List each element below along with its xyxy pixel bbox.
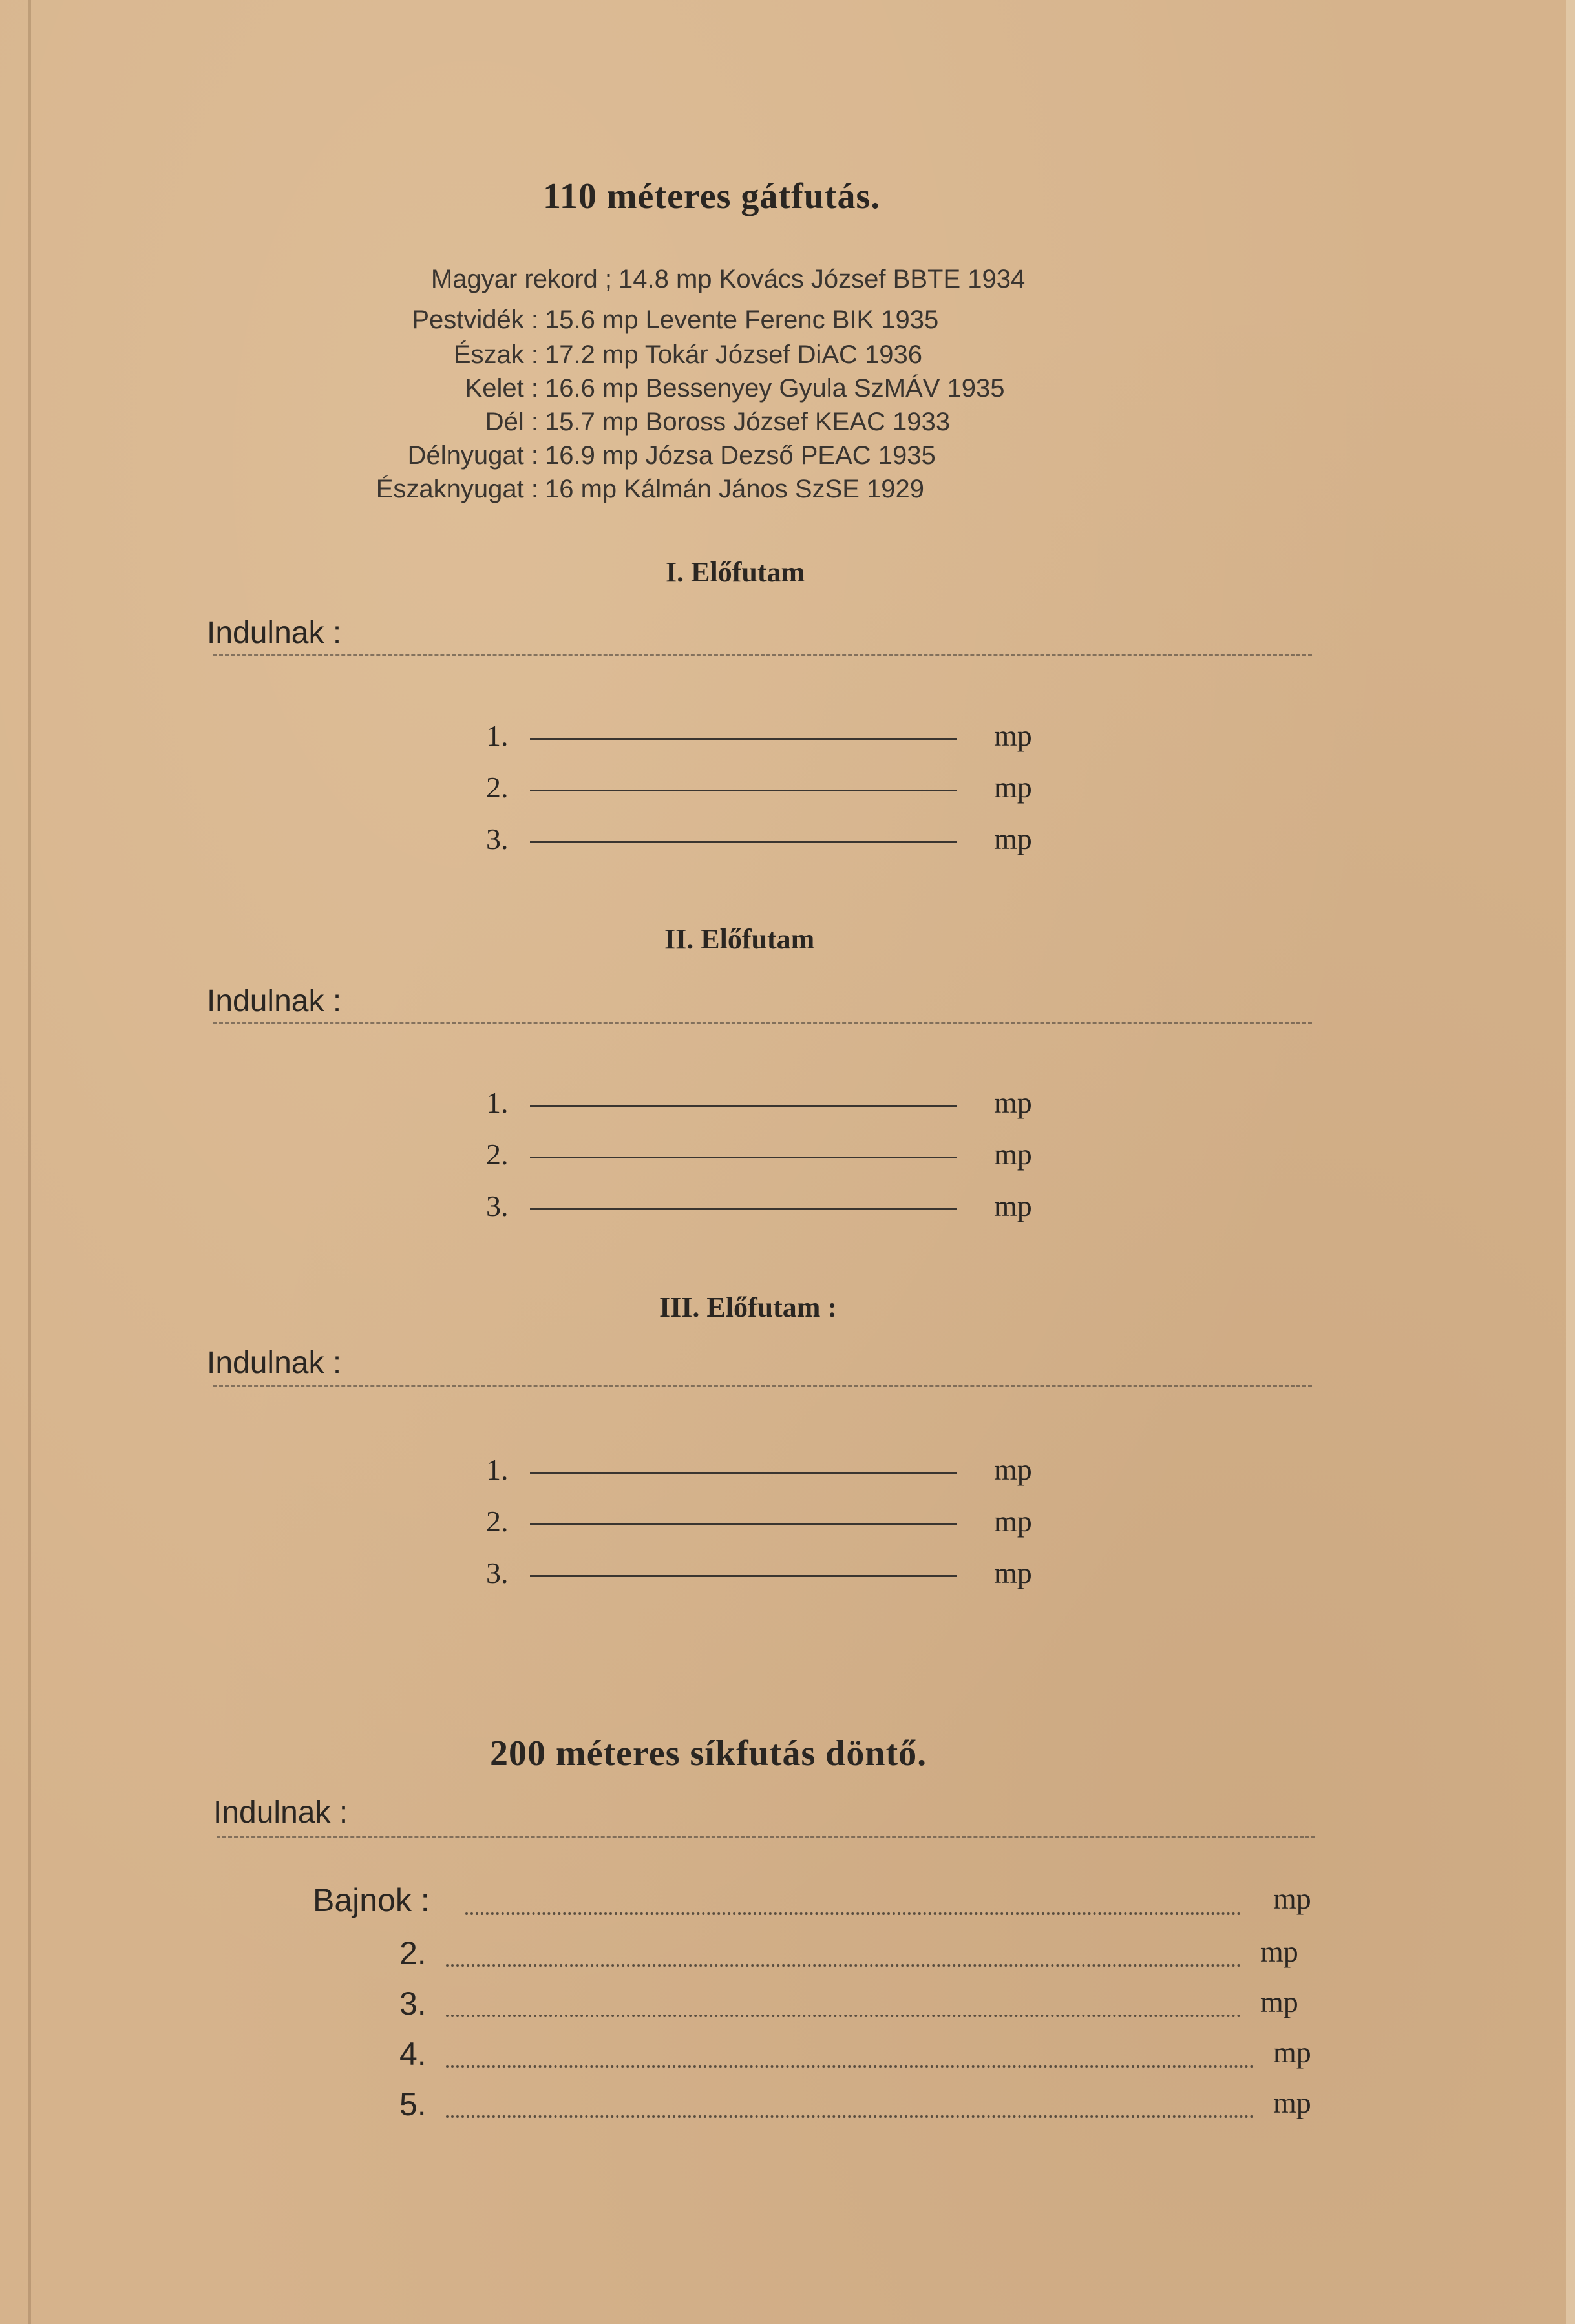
place-unit: mp bbox=[994, 1453, 1032, 1486]
place-unit: mp bbox=[994, 822, 1032, 855]
place-unit: mp bbox=[994, 719, 1032, 752]
record-label: Északnyugat : bbox=[375, 475, 538, 503]
place-unit: mp bbox=[994, 1556, 1032, 1589]
record-value: 14.8 mp Kovács József BBTE 1934 bbox=[618, 265, 1026, 293]
result-line bbox=[530, 1575, 957, 1577]
final-place-unit: mp bbox=[1273, 2036, 1311, 2069]
final-result-dots bbox=[446, 2065, 1254, 2068]
heat-title: II. Előfutam bbox=[664, 923, 815, 955]
entrants-label: Indulnak : bbox=[213, 1795, 348, 1830]
final-place-label: 3. bbox=[399, 1985, 427, 2022]
result-line bbox=[530, 738, 957, 740]
place-number: 1. bbox=[486, 1453, 509, 1486]
final-result-dots bbox=[465, 1912, 1241, 1915]
final-place-unit: mp bbox=[1260, 1935, 1298, 1968]
place-unit: mp bbox=[994, 1189, 1032, 1222]
place-unit: mp bbox=[994, 1138, 1032, 1171]
record-label: Pestvidék : bbox=[412, 306, 538, 334]
place-number: 2. bbox=[486, 771, 509, 804]
page-fold bbox=[28, 0, 31, 2324]
place-number: 1. bbox=[486, 1086, 509, 1119]
entrants-line bbox=[213, 654, 1312, 656]
page-title: 110 méteres gátfutás. bbox=[543, 176, 881, 216]
record-value: 16 mp Kálmán János SzSE 1929 bbox=[545, 475, 925, 503]
record-value: 16.6 mp Bessenyey Gyula SzMÁV 1935 bbox=[545, 374, 1005, 403]
entrants-line bbox=[217, 1836, 1315, 1838]
record-value: 15.7 mp Boross József KEAC 1933 bbox=[545, 408, 950, 436]
final-place-label: Bajnok : bbox=[313, 1882, 430, 1918]
place-number: 2. bbox=[486, 1505, 509, 1538]
record-value: 16.9 mp Józsa Dezső PEAC 1935 bbox=[545, 441, 936, 470]
place-unit: mp bbox=[994, 1086, 1032, 1119]
final-place-unit: mp bbox=[1260, 1985, 1298, 2018]
record-value: 15.6 mp Levente Ferenc BIK 1935 bbox=[545, 306, 939, 334]
record-label: Észak : bbox=[453, 340, 538, 369]
result-line bbox=[530, 1523, 957, 1525]
final-result-dots bbox=[446, 2115, 1254, 2118]
entrants-label: Indulnak : bbox=[207, 616, 342, 650]
entrants-line bbox=[213, 1022, 1312, 1024]
record-label: Dél : bbox=[485, 408, 538, 436]
result-line bbox=[530, 841, 957, 843]
record-value: 17.2 mp Tokár József DiAC 1936 bbox=[545, 340, 923, 369]
heat-title: I. Előfutam bbox=[666, 556, 805, 588]
final-place-label: 5. bbox=[399, 2086, 427, 2122]
result-line bbox=[530, 1208, 957, 1210]
place-unit: mp bbox=[994, 771, 1032, 804]
final-result-dots bbox=[446, 2015, 1241, 2017]
result-line bbox=[530, 790, 957, 791]
place-number: 3. bbox=[486, 1189, 509, 1222]
record-label: Kelet : bbox=[465, 374, 538, 403]
final-place-unit: mp bbox=[1273, 1882, 1311, 1915]
place-number: 3. bbox=[486, 1556, 509, 1589]
final-place-label: 4. bbox=[399, 2036, 427, 2072]
entrants-line bbox=[213, 1385, 1312, 1387]
record-label: Magyar rekord ; bbox=[430, 265, 612, 293]
final-place-label: 2. bbox=[399, 1935, 427, 1971]
final-title: 200 méteres síkfutás döntő. bbox=[490, 1733, 927, 1774]
place-number: 3. bbox=[486, 822, 509, 855]
record-label: Délnyugat : bbox=[407, 441, 538, 470]
place-number: 1. bbox=[486, 719, 509, 752]
heat-title: III. Előfutam : bbox=[659, 1292, 838, 1323]
entrants-label: Indulnak : bbox=[207, 1346, 342, 1380]
final-place-unit: mp bbox=[1273, 2086, 1311, 2119]
place-unit: mp bbox=[994, 1505, 1032, 1538]
entrants-label: Indulnak : bbox=[207, 984, 342, 1018]
result-line bbox=[530, 1472, 957, 1474]
final-result-dots bbox=[446, 1964, 1241, 1967]
place-number: 2. bbox=[486, 1138, 509, 1171]
result-line bbox=[530, 1157, 957, 1158]
result-line bbox=[530, 1105, 957, 1107]
page-edge bbox=[1566, 0, 1575, 2324]
